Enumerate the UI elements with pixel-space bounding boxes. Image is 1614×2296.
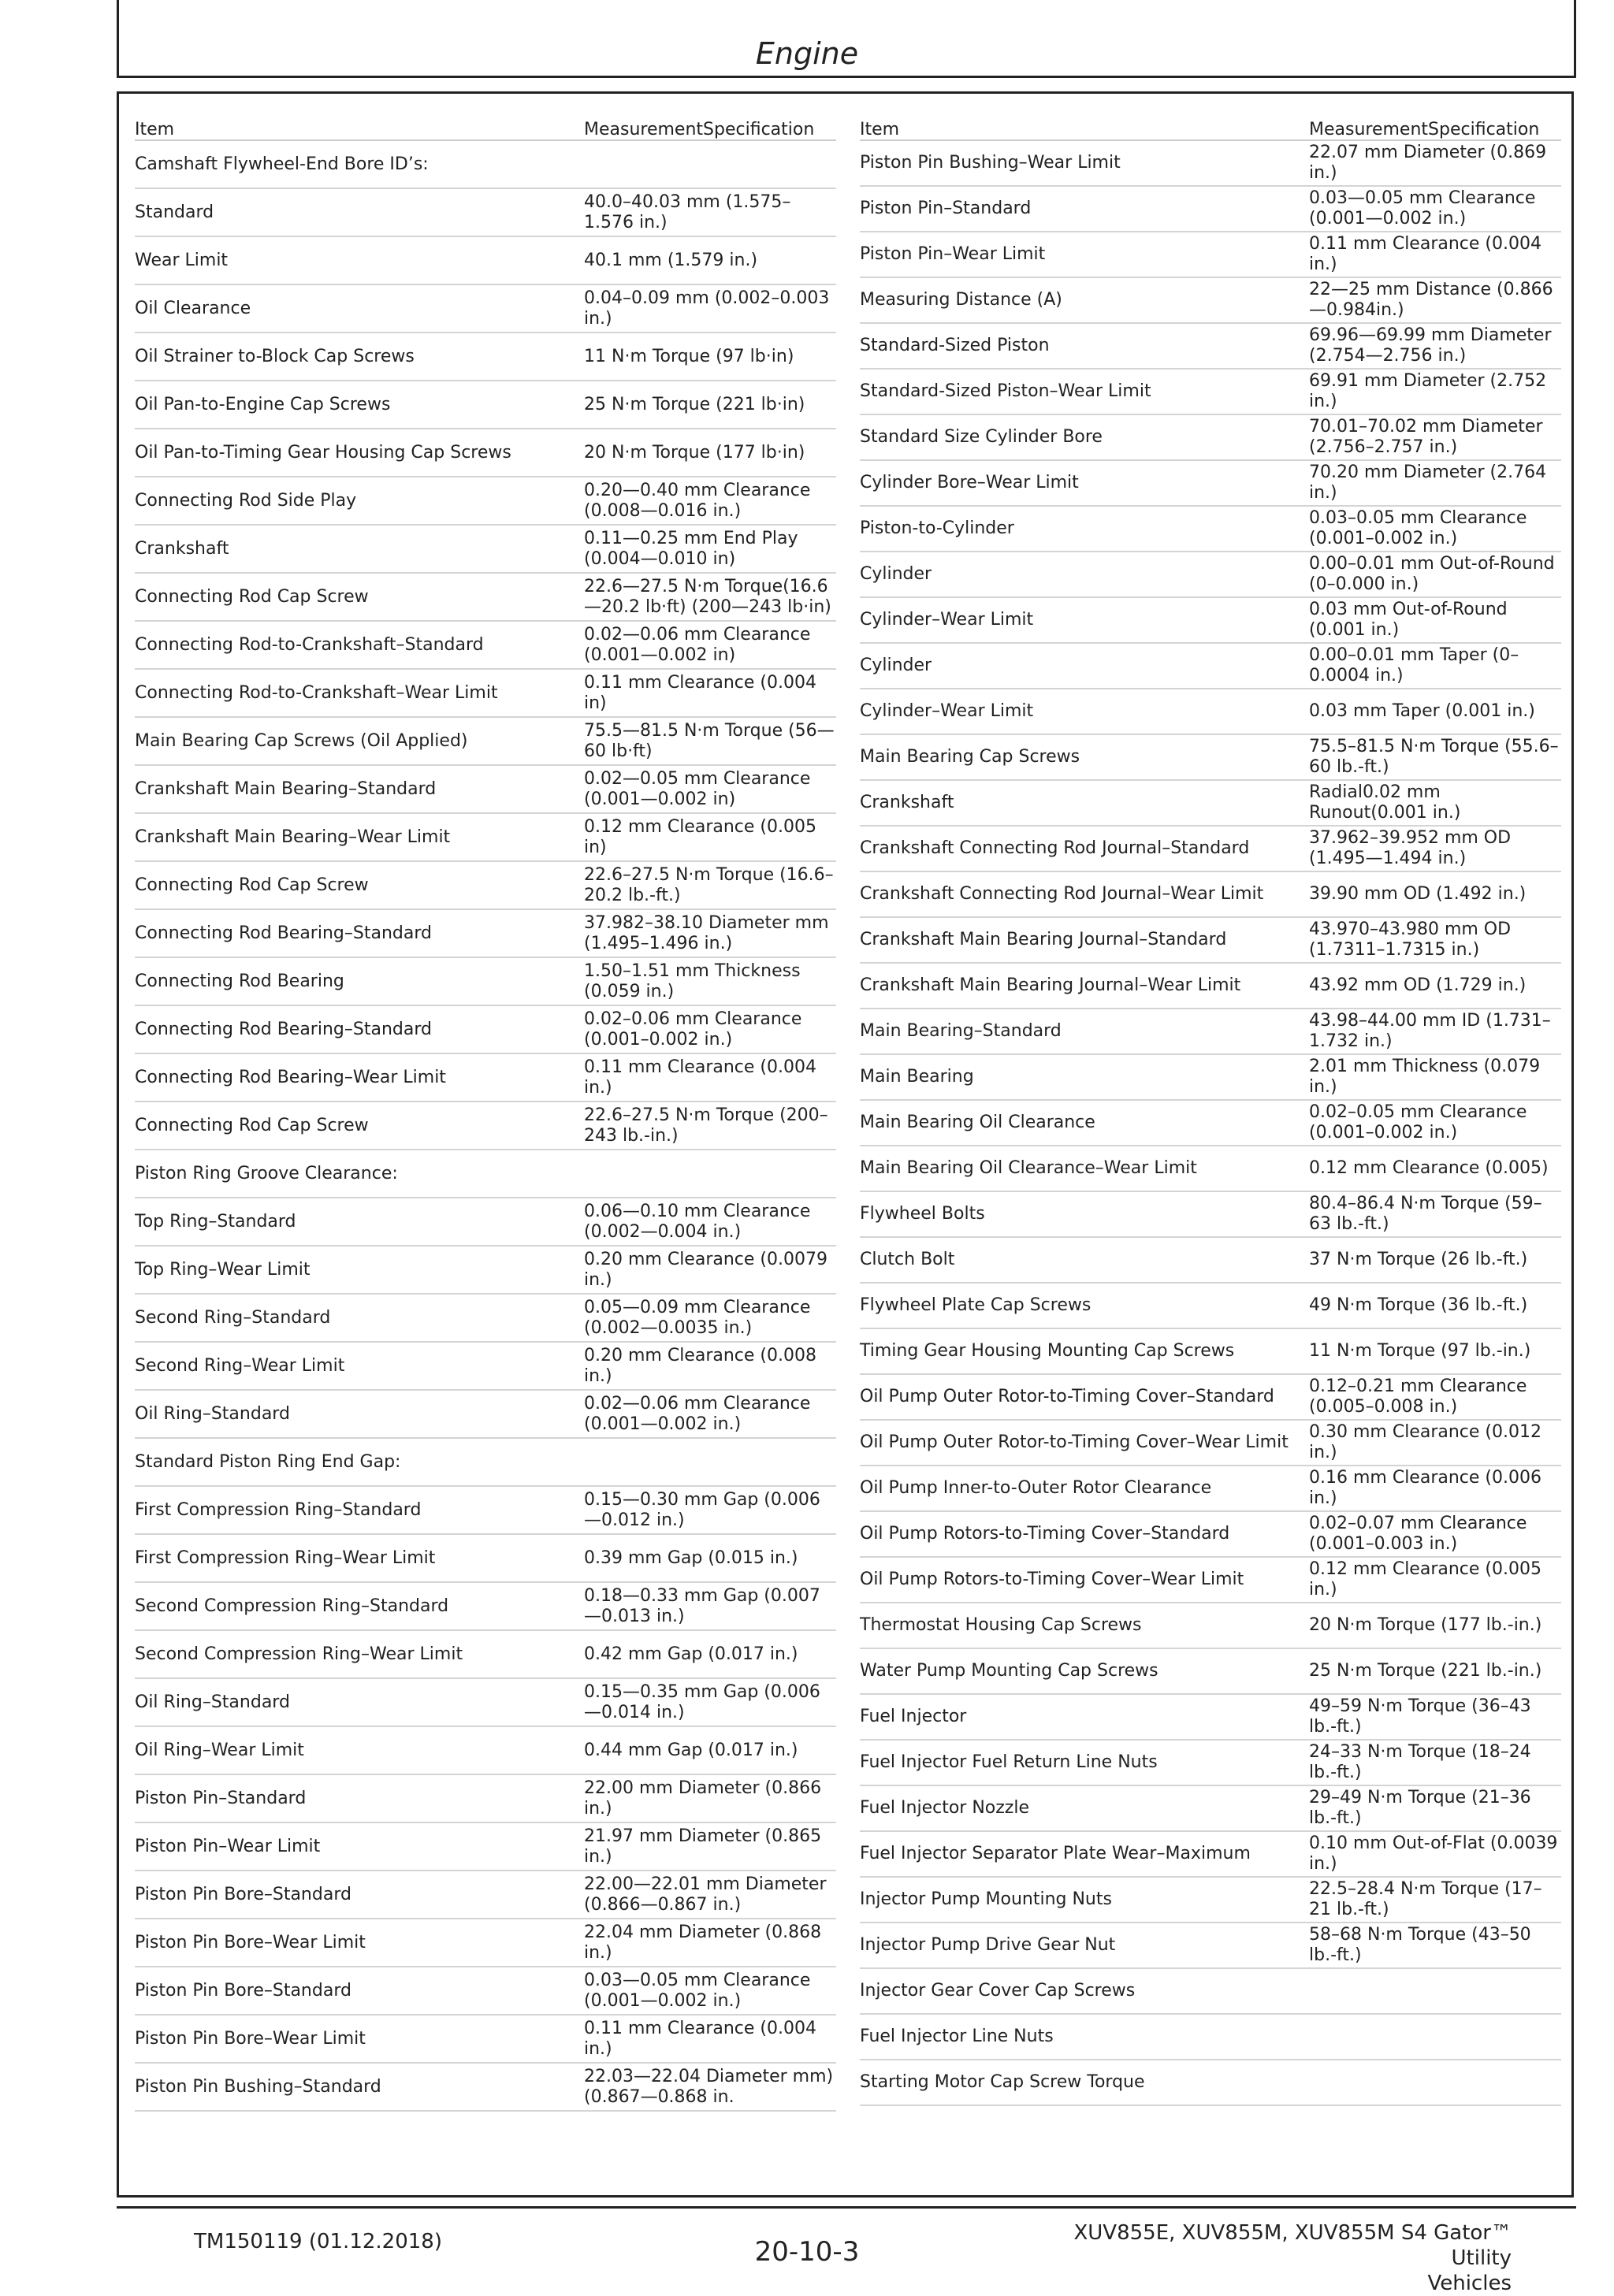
spec-table-frame (117, 91, 1574, 2198)
item-cell: Connecting Rod Bearing–Wear Limit (135, 1067, 446, 1087)
table-row (135, 1727, 836, 1775)
table-row (135, 814, 836, 862)
table-row (860, 598, 1561, 644)
footer-rule (117, 2206, 1576, 2209)
specification-cell: Radial0.02 mm Runout(0.001 in.) (1309, 782, 1461, 823)
item-cell: Piston Pin Bore–Standard (135, 1980, 351, 2001)
table-row (860, 1284, 1561, 1329)
specification-cell: 70.01–70.02 mm Diameter (2.756–2.757 in.) (1309, 417, 1543, 457)
item-cell: Fuel Injector Nozzle (860, 1798, 1029, 1818)
specification-cell: 25 N·m Torque (221 lb·in) (584, 394, 805, 414)
item-cell: Second Ring–Standard (135, 1307, 331, 1328)
item-cell: Crankshaft (860, 793, 954, 812)
specification-cell: 0.12 mm Clearance (0.005 in.) (1309, 1559, 1541, 1599)
table-row (860, 324, 1561, 370)
table-row (860, 781, 1561, 827)
table-row (860, 1055, 1561, 1101)
table-row (135, 766, 836, 814)
specification-cell: 43.98–44.00 mm ID (1.731–1.732 in.) (1309, 1011, 1551, 1051)
table-row (860, 187, 1561, 232)
specification-cell: 0.20—0.40 mm Clearance (0.008—0.016 in.) (584, 480, 811, 521)
item-cell: Oil Pump Rotors-to-Timing Cover–Wear Limit (860, 1570, 1244, 1589)
specification-cell: 0.00–0.01 mm Out-of-Round (0–0.000 in.) (1309, 554, 1555, 594)
column-item-header: Item (860, 120, 900, 139)
item-cell: Cylinder (860, 564, 932, 584)
table-row (860, 1832, 1561, 1878)
specification-cell: 69.96—69.99 mm Diameter (2.754—2.756 in.) (1309, 325, 1552, 366)
item-cell: Wear Limit (135, 250, 229, 270)
item-cell: Connecting Rod Bearing–Standard (135, 923, 432, 943)
specification-cell: 0.11 mm Clearance (0.004 in.) (584, 1057, 816, 1098)
specification-cell: 0.02—0.06 mm Clearance (0.001—0.002 in.) (584, 1393, 811, 1434)
table-row (135, 1919, 836, 1967)
table-row (860, 1558, 1561, 1603)
table-row (135, 333, 836, 381)
item-cell: Piston Pin Bore–Wear Limit (135, 2028, 366, 2049)
specification-cell: 22.6–27.5 N·m Torque (200–243 lb.-in.) (584, 1105, 828, 1146)
item-cell: Starting Motor Cap Screw Torque (860, 2072, 1145, 2092)
page-title: Engine (755, 36, 859, 71)
table-row (135, 285, 836, 333)
specification-cell: 0.03—0.05 mm Clearance (0.001—0.002 in.) (1309, 188, 1536, 228)
specification-cell: 0.11 mm Clearance (0.004 in.) (584, 2018, 816, 2059)
table-row (860, 1238, 1561, 1284)
table-row (135, 910, 836, 958)
table-row (860, 232, 1561, 278)
document-id: TM150119 (01.12.2018) (194, 2230, 442, 2253)
specification-cell: 69.91 mm Diameter (2.752 in.) (1309, 371, 1547, 411)
item-cell: Piston Pin–Wear Limit (860, 244, 1046, 264)
table-row (860, 964, 1561, 1009)
specification-cell: 21.97 mm Diameter (0.865 in.) (584, 1826, 822, 1867)
table-row (860, 1101, 1561, 1146)
item-cell: Fuel Injector (860, 1707, 967, 1726)
item-cell: Oil Pump Outer Rotor-to-Timing Cover–Wear Limit (860, 1432, 1289, 1452)
item-cell: Oil Ring–Wear Limit (135, 1740, 304, 1760)
specification-cell: 0.00–0.01 mm Taper (0–0.0004 in.) (1309, 645, 1519, 685)
item-cell: Timing Gear Housing Mounting Cap Screws (860, 1341, 1235, 1361)
item-cell: Connecting Rod Cap Screw (135, 875, 369, 895)
column-measurement-header: MeasurementSpecification (584, 120, 815, 139)
specification-cell: 2.01 mm Thickness (0.079 in.) (1309, 1057, 1541, 1097)
column-item-header: Item (135, 120, 175, 139)
specification-cell: 39.90 mm OD (1.492 in.) (1309, 884, 1527, 904)
item-cell: Injector Gear Cover Cap Screws (860, 1981, 1136, 2001)
specification-cell: 75.5–81.5 N·m Torque (55.6–60 lb.-ft.) (1309, 737, 1559, 777)
item-cell: Main Bearing Oil Clearance–Wear Limit (860, 1158, 1197, 1178)
table-row (135, 1054, 836, 1102)
item-cell: Injector Pump Mounting Nuts (860, 1889, 1112, 1909)
specification-cell: 11 N·m Torque (97 lb.-in.) (1309, 1341, 1531, 1361)
specification-cell: 22.6—27.5 N·m Torque(16.6—20.2 lb·ft) (200—243 lb·in) (584, 576, 831, 617)
table-row (860, 1466, 1561, 1512)
table-row (135, 958, 836, 1006)
table-row (135, 1583, 836, 1631)
specification-cell: 22.6–27.5 N·m Torque (16.6–20.2 lb.-ft.) (584, 864, 834, 905)
specification-cell: 0.02—0.06 mm Clearance (0.001—0.002 in) (584, 624, 811, 665)
item-cell: Crankshaft Main Bearing Journal–Wear Limit (860, 975, 1241, 995)
specification-cell: 37.982–38.10 Diameter mm (1.495–1.496 in.) (584, 912, 829, 953)
item-cell: Standard Piston Ring End Gap: (135, 1451, 401, 1472)
specification-cell: 0.16 mm Clearance (0.006 in.) (1309, 1468, 1541, 1508)
specification-cell: 22.04 mm Diameter (0.868 in.) (584, 1922, 822, 1963)
table-row (135, 1391, 836, 1439)
item-cell: Standard (135, 202, 214, 222)
table-row (135, 1246, 836, 1295)
item-cell: Standard-Sized Piston–Wear Limit (860, 381, 1151, 401)
table-row (135, 1775, 836, 1823)
table-header (860, 113, 1561, 141)
specification-cell: 40.0–40.03 mm (1.575–1.576 in.) (584, 191, 791, 232)
item-cell: Crankshaft Main Bearing–Standard (135, 778, 437, 799)
table-row (860, 872, 1561, 918)
item-cell: Oil Ring–Standard (135, 1692, 290, 1712)
item-cell: Piston Ring Groove Clearance: (135, 1163, 398, 1183)
table-row (860, 1375, 1561, 1421)
specification-cell: 0.03—0.05 mm Clearance (0.001—0.002 in.) (584, 1970, 811, 2011)
item-cell: Main Bearing–Standard (860, 1021, 1062, 1041)
specification-cell: 0.03–0.05 mm Clearance (0.001–0.002 in.) (1309, 508, 1527, 548)
specification-cell: 0.11 mm Clearance (0.004 in.) (1309, 234, 1541, 274)
specification-cell: 24–33 N·m Torque (18–24 lb.-ft.) (1309, 1742, 1531, 1782)
item-cell: Connecting Rod-to-Crankshaft–Standard (135, 634, 484, 655)
specification-cell: 80.4–86.4 N·m Torque (59–63 lb.-ft.) (1309, 1194, 1542, 1234)
table-row (135, 1823, 836, 1871)
item-cell: Oil Pump Outer Rotor-to-Timing Cover–Standard (860, 1387, 1274, 1406)
table-row (860, 735, 1561, 781)
specification-cell: 0.06—0.10 mm Clearance (0.002—0.004 in.) (584, 1201, 811, 1242)
table-row (860, 1741, 1561, 1786)
specification-cell: 0.02–0.05 mm Clearance (0.001–0.002 in.) (1309, 1102, 1527, 1142)
table-row (860, 1603, 1561, 1649)
specification-cell: 22.00—22.01 mm Diameter (0.866—0.867 in.) (584, 1874, 827, 1915)
item-cell: Piston Pin Bore–Wear Limit (135, 1932, 366, 1952)
item-cell: Piston-to-Cylinder (860, 518, 1014, 538)
table-row (860, 415, 1561, 461)
item-cell: Oil Pump Inner-to-Outer Rotor Clearance (860, 1478, 1212, 1498)
specification-cell: 29–49 N·m Torque (21–36 lb.-ft.) (1309, 1788, 1531, 1828)
item-cell: Thermostat Housing Cap Screws (860, 1615, 1142, 1635)
specification-cell: 40.1 mm (1.579 in.) (584, 250, 758, 270)
item-cell: Top Ring–Standard (135, 1211, 296, 1232)
item-cell: Fuel Injector Line Nuts (860, 2027, 1054, 2046)
specification-cell: 37.962–39.952 mm OD (1.495—1.494 in.) (1309, 828, 1512, 868)
specification-cell: 25 N·m Torque (221 lb.-in.) (1309, 1661, 1542, 1681)
item-cell: Connecting Rod Bearing–Standard (135, 1019, 432, 1039)
specification-cell: 49 N·m Torque (36 lb.-ft.) (1309, 1295, 1528, 1315)
item-cell: Oil Clearance (135, 298, 251, 318)
specification-cell: 22.07 mm Diameter (0.869 in.) (1309, 143, 1547, 183)
table-row (860, 1695, 1561, 1741)
table-row (135, 1631, 836, 1679)
item-cell: Second Ring–Wear Limit (135, 1355, 345, 1376)
item-cell: Connecting Rod Bearing (135, 971, 344, 991)
item-cell: Connecting Rod-to-Crankshaft–Wear Limit (135, 682, 498, 703)
item-cell: First Compression Ring–Standard (135, 1499, 422, 1520)
item-cell: Piston Pin Bushing–Standard (135, 2076, 381, 2097)
table-row (860, 1146, 1561, 1192)
specification-cell: 49–59 N·m Torque (36–43 lb.-ft.) (1309, 1696, 1531, 1737)
table-row (860, 370, 1561, 415)
table-row (860, 689, 1561, 735)
specification-cell: 0.30 mm Clearance (0.012 in.) (1309, 1422, 1541, 1462)
item-cell: Piston Pin–Standard (135, 1788, 307, 1808)
item-cell: Fuel Injector Separator Plate Wear–Maximum (860, 1844, 1251, 1863)
table-row (860, 1786, 1561, 1832)
specification-cell: 0.44 mm Gap (0.017 in.) (584, 1740, 798, 1760)
table-row (135, 670, 836, 718)
column-measurement-header: MeasurementSpecification (1309, 120, 1540, 139)
item-cell: Top Ring–Wear Limit (135, 1259, 311, 1280)
specification-cell: 58–68 N·m Torque (43–50 lb.-ft.) (1309, 1925, 1531, 1965)
table-row (135, 1679, 836, 1727)
specification-cell: 0.02–0.07 mm Clearance (0.001–0.003 in.) (1309, 1514, 1527, 1554)
table-row (135, 622, 836, 670)
table-header (135, 113, 836, 141)
specification-cell: 1.50–1.51 mm Thickness (0.059 in.) (584, 960, 801, 1001)
specification-cell: 0.18—0.33 mm Gap (0.007—0.013 in.) (584, 1585, 820, 1626)
specification-cell: 0.39 mm Gap (0.015 in.) (584, 1547, 798, 1568)
table-row (135, 1487, 836, 1535)
table-row (860, 461, 1561, 507)
item-cell: Oil Pump Rotors-to-Timing Cover–Standard (860, 1524, 1230, 1544)
specification-cell: 43.970–43.980 mm OD (1.7311–1.7315 in.) (1309, 920, 1512, 960)
item-cell: Crankshaft Connecting Rod Journal–Standard (860, 838, 1250, 858)
item-cell: Flywheel Bolts (860, 1204, 985, 1224)
table-row (860, 1329, 1561, 1375)
item-cell: Flywheel Plate Cap Screws (860, 1295, 1091, 1315)
vehicle-models: XUV855E, XUV855M, XUV855M S4 Gator™ Utility Vehicles (1073, 2221, 1512, 2295)
table-row (860, 1009, 1561, 1055)
item-cell: Standard-Sized Piston (860, 336, 1050, 355)
specification-cell: 0.05—0.09 mm Clearance (0.002—0.0035 in.) (584, 1297, 811, 1338)
table-row (860, 278, 1561, 324)
item-cell: Main Bearing (860, 1067, 974, 1087)
table-row (135, 1102, 836, 1150)
specification-cell: 0.02—0.05 mm Clearance (0.001—0.002 in) (584, 768, 811, 809)
table-row (860, 507, 1561, 552)
specification-cell: 0.11—0.25 mm End Play (0.004—0.010 in) (584, 528, 798, 569)
specification-cell: 22.5–28.4 N·m Torque (17–21 lb.-ft.) (1309, 1879, 1542, 1919)
table-row (860, 918, 1561, 964)
table-row (135, 718, 836, 766)
table-row (135, 1006, 836, 1054)
specification-cell: 75.5—81.5 N·m Torque (56—60 lb·ft) (584, 720, 835, 761)
specification-cell: 0.10 mm Out-of-Flat (0.0039 in.) (1309, 1833, 1558, 1874)
specification-cell: 0.12 mm Clearance (0.005) (1309, 1158, 1549, 1178)
item-cell: Measuring Distance (A) (860, 290, 1062, 310)
specification-cell: 43.92 mm OD (1.729 in.) (1309, 975, 1527, 995)
specification-cell: 0.11 mm Clearance (0.004 in) (584, 672, 816, 713)
specification-cell: 70.20 mm Diameter (2.764 in.) (1309, 463, 1547, 503)
item-cell: Camshaft Flywheel-End Bore ID’s: (135, 154, 429, 174)
item-cell: Cylinder (860, 656, 932, 675)
specification-cell: 0.03 mm Taper (0.001 in.) (1309, 701, 1535, 721)
table-row (135, 1198, 836, 1246)
specification-cell: 22.03—22.04 Diameter mm) (0.867—0.868 in. (584, 2066, 834, 2107)
table-row (135, 1535, 836, 1583)
item-cell: Oil Pan-to-Engine Cap Screws (135, 394, 391, 414)
table-row (135, 429, 836, 477)
page-number: 20-10-3 (754, 2236, 860, 2268)
item-cell: Clutch Bolt (860, 1250, 955, 1269)
item-cell: Crankshaft Main Bearing Journal–Standard (860, 930, 1227, 949)
item-cell: Second Compression Ring–Standard (135, 1596, 449, 1616)
table-row (135, 141, 836, 189)
spec-table-left (135, 113, 836, 2112)
table-row (135, 477, 836, 526)
item-cell: Oil Ring–Standard (135, 1403, 290, 1424)
item-cell: Connecting Rod Cap Screw (135, 586, 369, 607)
table-row (135, 574, 836, 622)
specification-cell: 0.15—0.30 mm Gap (0.006—0.012 in.) (584, 1489, 820, 1530)
table-row (860, 1512, 1561, 1558)
table-row (860, 552, 1561, 598)
item-cell: Oil Strainer to-Block Cap Screws (135, 346, 415, 366)
specification-cell: 20 N·m Torque (177 lb.-in.) (1309, 1615, 1542, 1635)
item-cell: Oil Pan-to-Timing Gear Housing Cap Screws (135, 442, 511, 463)
item-cell: Piston Pin–Wear Limit (135, 1836, 321, 1856)
table-row (860, 1421, 1561, 1466)
item-cell: Cylinder Bore–Wear Limit (860, 473, 1079, 492)
specification-cell: 0.15—0.35 mm Gap (0.006—0.014 in.) (584, 1681, 820, 1722)
table-row (860, 2060, 1561, 2106)
table-row (860, 644, 1561, 689)
table-row (135, 1967, 836, 2016)
item-cell: Connecting Rod Cap Screw (135, 1115, 369, 1135)
table-row (135, 862, 836, 910)
table-row (860, 1192, 1561, 1238)
item-cell: Second Compression Ring–Wear Limit (135, 1644, 463, 1664)
item-cell: Piston Pin–Standard (860, 199, 1032, 218)
specification-cell: 20 N·m Torque (177 lb·in) (584, 442, 805, 463)
spec-table-right (860, 113, 1561, 2106)
specification-cell: 0.20 mm Clearance (0.0079 in.) (584, 1249, 827, 1290)
table-row (135, 2064, 836, 2112)
specification-cell: 37 N·m Torque (26 lb.-ft.) (1309, 1250, 1528, 1269)
table-row (860, 827, 1561, 872)
item-cell: Crankshaft Connecting Rod Journal–Wear Limit (860, 884, 1264, 904)
table-row (135, 237, 836, 285)
specification-cell: 0.12–0.21 mm Clearance (0.005–0.008 in.) (1309, 1376, 1527, 1417)
item-cell: Fuel Injector Fuel Return Line Nuts (860, 1752, 1158, 1772)
item-cell: Standard Size Cylinder Bore (860, 427, 1103, 447)
item-cell: Cylinder–Wear Limit (860, 610, 1034, 630)
item-cell: Cylinder–Wear Limit (860, 701, 1034, 721)
table-row (860, 1923, 1561, 1969)
table-row (135, 1343, 836, 1391)
specification-cell: 22.00 mm Diameter (0.866 in.) (584, 1778, 822, 1819)
table-row (135, 1871, 836, 1919)
table-row (860, 1649, 1561, 1695)
specification-cell: 0.04–0.09 mm (0.002–0.003 in.) (584, 288, 830, 329)
item-cell: Injector Pump Drive Gear Nut (860, 1935, 1116, 1955)
item-cell: Main Bearing Oil Clearance (860, 1113, 1095, 1132)
item-cell: Water Pump Mounting Cap Screws (860, 1661, 1158, 1681)
table-row (860, 2015, 1561, 2060)
item-cell: First Compression Ring–Wear Limit (135, 1547, 436, 1568)
specification-cell: 0.12 mm Clearance (0.005 in) (584, 816, 816, 857)
specification-cell: 0.20 mm Clearance (0.008 in.) (584, 1345, 816, 1386)
specification-cell: 0.42 mm Gap (0.017 in.) (584, 1644, 798, 1664)
table-row (135, 1295, 836, 1343)
item-cell: Main Bearing Cap Screws (860, 747, 1080, 767)
table-row (860, 1878, 1561, 1923)
item-cell: Piston Pin Bore–Standard (135, 1884, 351, 1904)
item-cell: Crankshaft (135, 538, 229, 559)
item-cell: Piston Pin Bushing–Wear Limit (860, 153, 1121, 173)
specification-cell: 0.02–0.06 mm Clearance (0.001–0.002 in.) (584, 1009, 802, 1050)
table-row (135, 1439, 836, 1487)
specification-cell: 22—25 mm Distance (0.866—0.984in.) (1309, 280, 1553, 320)
table-row (860, 141, 1561, 187)
table-row (135, 189, 836, 237)
specification-cell: 11 N·m Torque (97 lb·in) (584, 346, 794, 366)
item-cell: Main Bearing Cap Screws (Oil Applied) (135, 730, 468, 751)
table-row (135, 1150, 836, 1198)
table-row (135, 2016, 836, 2064)
table-row (135, 526, 836, 574)
item-cell: Connecting Rod Side Play (135, 490, 357, 511)
specification-cell: 0.03 mm Out-of-Round (0.001 in.) (1309, 600, 1508, 640)
table-row (135, 381, 836, 429)
item-cell: Crankshaft Main Bearing–Wear Limit (135, 827, 451, 847)
table-row (860, 1969, 1561, 2015)
